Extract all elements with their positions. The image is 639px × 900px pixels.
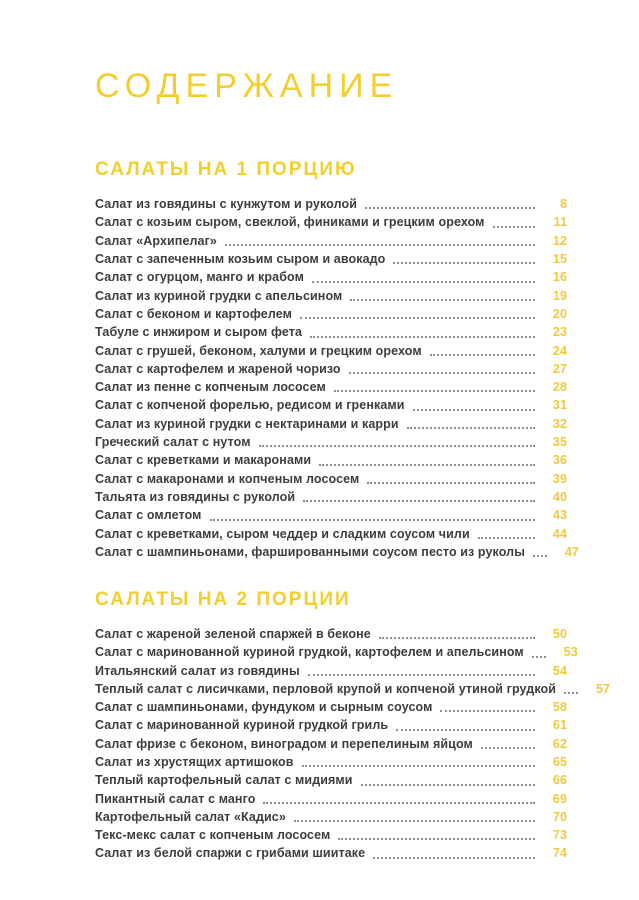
dot-leader [259, 445, 535, 447]
dot-leader [210, 519, 536, 521]
dot-leader [308, 674, 535, 676]
entry-title: Салат с жареной зеленой спаржей в беконе [95, 626, 371, 641]
toc-entry [95, 662, 567, 680]
toc-entry [95, 305, 567, 323]
entry-title: Салат фризе с беконом, виноградом и перепелиным яйцом [95, 736, 473, 751]
entry-title: Табуле с инжиром и сыром фета [95, 325, 302, 340]
entry-title: Салат из белой спаржи с грибами шиитаке [95, 846, 366, 861]
entry-page: 23 [552, 325, 567, 340]
section-heading: САЛАТЫ НА 1 ПОРЦИЮ [95, 159, 357, 181]
entry-title: Теплый салат с лисичками, перловой крупой и копченой утиной грудкой [95, 681, 557, 696]
toc-entry [95, 323, 567, 341]
toc-entry [95, 525, 567, 543]
dot-leader [263, 802, 535, 804]
toc-entry [95, 415, 567, 433]
entry-title: Салат с копченой форелью, редисом и гренками [95, 398, 405, 413]
dot-leader [493, 226, 536, 228]
toc-entry [95, 287, 567, 305]
entry-page: 69 [552, 791, 567, 806]
dot-leader [373, 857, 535, 859]
toc-entry [95, 378, 567, 396]
entry-title: Салат из куриной грудки с нектаринами и карри [95, 416, 399, 431]
toc-entry [95, 716, 567, 734]
toc-entry [95, 826, 567, 844]
dot-leader [396, 729, 535, 731]
dot-leader [361, 784, 535, 786]
entry-title: Салат из хрустящих артишоков [95, 755, 294, 769]
dot-leader [334, 390, 535, 392]
entry-page: 15 [552, 252, 567, 267]
entry-page: 27 [552, 361, 567, 376]
toc-entry [95, 698, 567, 716]
toc-entry [95, 360, 567, 378]
dot-leader [303, 500, 535, 502]
toc-entry [95, 268, 567, 286]
entry-title: Салат из пенне с копченым лососем [95, 380, 326, 395]
toc-entry [95, 433, 567, 451]
entry-page: 43 [552, 508, 567, 523]
entry-title: Греческий салат с нутом [95, 435, 251, 450]
entry-title: Итальянский салат из говядины [95, 663, 300, 678]
dot-leader [532, 656, 546, 658]
entry-page: 24 [552, 343, 567, 358]
entry-page: 44 [552, 526, 567, 541]
dot-leader [294, 820, 535, 822]
entry-page: 66 [552, 773, 567, 788]
toc-entry [95, 451, 567, 469]
entry-title: Пикантный салат с манго [95, 791, 256, 806]
entry-title: Салат из куриной грудки с апельсином [95, 288, 343, 303]
entry-title: Салат с грушей, беконом, халуми и грецким орехом [95, 343, 422, 358]
entry-page: 16 [552, 270, 567, 285]
toc-entry [95, 680, 611, 698]
entry-page: 57 [595, 681, 611, 696]
section-entries [95, 195, 579, 561]
dot-leader [407, 427, 535, 429]
toc-entry [95, 643, 578, 661]
entry-page: 19 [552, 288, 567, 303]
entry-page: 28 [552, 380, 567, 395]
entry-page: 35 [552, 435, 567, 450]
entry-page: 50 [552, 626, 567, 641]
toc-entry [95, 396, 567, 414]
toc-entry [95, 342, 567, 360]
entry-page: 11 [553, 215, 567, 230]
entry-page: 32 [552, 416, 567, 431]
toc-entry [95, 808, 567, 826]
dot-leader [225, 244, 535, 246]
dot-leader [338, 838, 535, 840]
entry-title: Салат с запеченным козьим сыром и авокадо [95, 252, 386, 267]
toc-entry [95, 470, 567, 488]
dot-leader [564, 692, 578, 694]
dot-leader [533, 555, 547, 557]
entry-title: Салат с беконом и картофелем [95, 306, 292, 321]
dot-leader [312, 281, 535, 283]
entry-title: Салат с креветками, сыром чеддер и сладким соусом чили [95, 526, 470, 541]
entry-title: Салат с огурцом, манго и крабом [95, 270, 304, 285]
entry-page: 58 [552, 700, 567, 715]
entry-page: 47 [564, 544, 579, 559]
entry-title: Салат с маринованной куриной грудкой гриль [95, 718, 389, 733]
toc-sections [95, 159, 611, 862]
entry-title: Текс-мекс салат с копченым лососем [95, 828, 331, 843]
toc-section [95, 159, 579, 561]
entry-title: Салат «Архипелаг» [95, 233, 217, 248]
entry-page: 65 [552, 755, 567, 769]
entry-page: 73 [552, 828, 567, 843]
entry-title: Салат с макаронами и копченым лососем [95, 471, 360, 486]
entry-title: Теплый картофельный салат с мидиями [95, 773, 353, 788]
entry-title: Салат с шампиньонами, фундуком и сырным соусом [95, 700, 433, 715]
entry-page: 36 [552, 453, 567, 468]
entry-title: Тальята из говядины с руколой [95, 489, 296, 504]
toc-entry [95, 213, 567, 231]
entry-title: Салат с козьим сыром, свеклой, финиками и грецким орехом [95, 215, 485, 230]
entry-title: Салат из говядины с кунжутом и руколой [95, 197, 357, 212]
entry-page: 62 [552, 736, 567, 751]
entry-title: Салат с омлетом [95, 508, 202, 523]
dot-leader [413, 409, 535, 411]
entry-page: 40 [552, 489, 567, 504]
section-heading: САЛАТЫ НА 2 ПОРЦИИ [95, 589, 351, 611]
entry-title: Салат с креветками и макаронами [95, 453, 312, 468]
entry-page: 53 [563, 645, 578, 660]
dot-leader [350, 299, 535, 301]
section-entries [95, 625, 611, 863]
dot-leader [440, 710, 535, 712]
dot-leader [367, 482, 535, 484]
entry-title: Салат с маринованной куриной грудкой, картофелем и апельсином [95, 645, 524, 660]
toc-entry [95, 771, 567, 789]
entry-title: Салат с картофелем и жареной чоризо [95, 361, 341, 376]
dot-leader [310, 336, 535, 338]
entry-page: 20 [552, 306, 567, 321]
entry-page: 31 [552, 398, 567, 413]
entry-page: 12 [552, 233, 567, 248]
dot-leader [481, 747, 535, 749]
entry-page: 39 [552, 471, 567, 486]
toc-entry [95, 232, 567, 250]
toc-entry [95, 488, 567, 506]
dot-leader [319, 464, 535, 466]
toc-entry [95, 625, 567, 643]
entry-page: 8 [559, 197, 567, 212]
entry-title: Картофельный салат «Кадис» [95, 809, 286, 824]
toc-entry [95, 543, 579, 561]
entry-page: 61 [552, 718, 567, 733]
toc-entry [95, 506, 567, 524]
toc-entry [95, 195, 567, 213]
entry-title: Салат с шампиньонами, фаршированными соусом песто из руколы [95, 544, 525, 559]
entry-page: 74 [552, 846, 567, 861]
dot-leader [478, 537, 535, 539]
toc-entry [95, 844, 567, 862]
dot-leader [302, 765, 535, 767]
toc-entry [95, 790, 567, 808]
dot-leader [349, 372, 535, 374]
dot-leader [300, 317, 535, 319]
toc-entry [95, 735, 567, 753]
dot-leader [393, 262, 535, 264]
toc-entry [95, 753, 567, 771]
entry-page: 54 [552, 663, 567, 678]
page-title: СОДЕРЖАНИЕ [95, 67, 399, 105]
toc-entry [95, 250, 567, 268]
dot-leader [379, 637, 535, 639]
dot-leader [430, 354, 535, 356]
dot-leader [365, 207, 535, 209]
entry-page: 70 [552, 809, 567, 824]
toc-section [95, 589, 611, 863]
